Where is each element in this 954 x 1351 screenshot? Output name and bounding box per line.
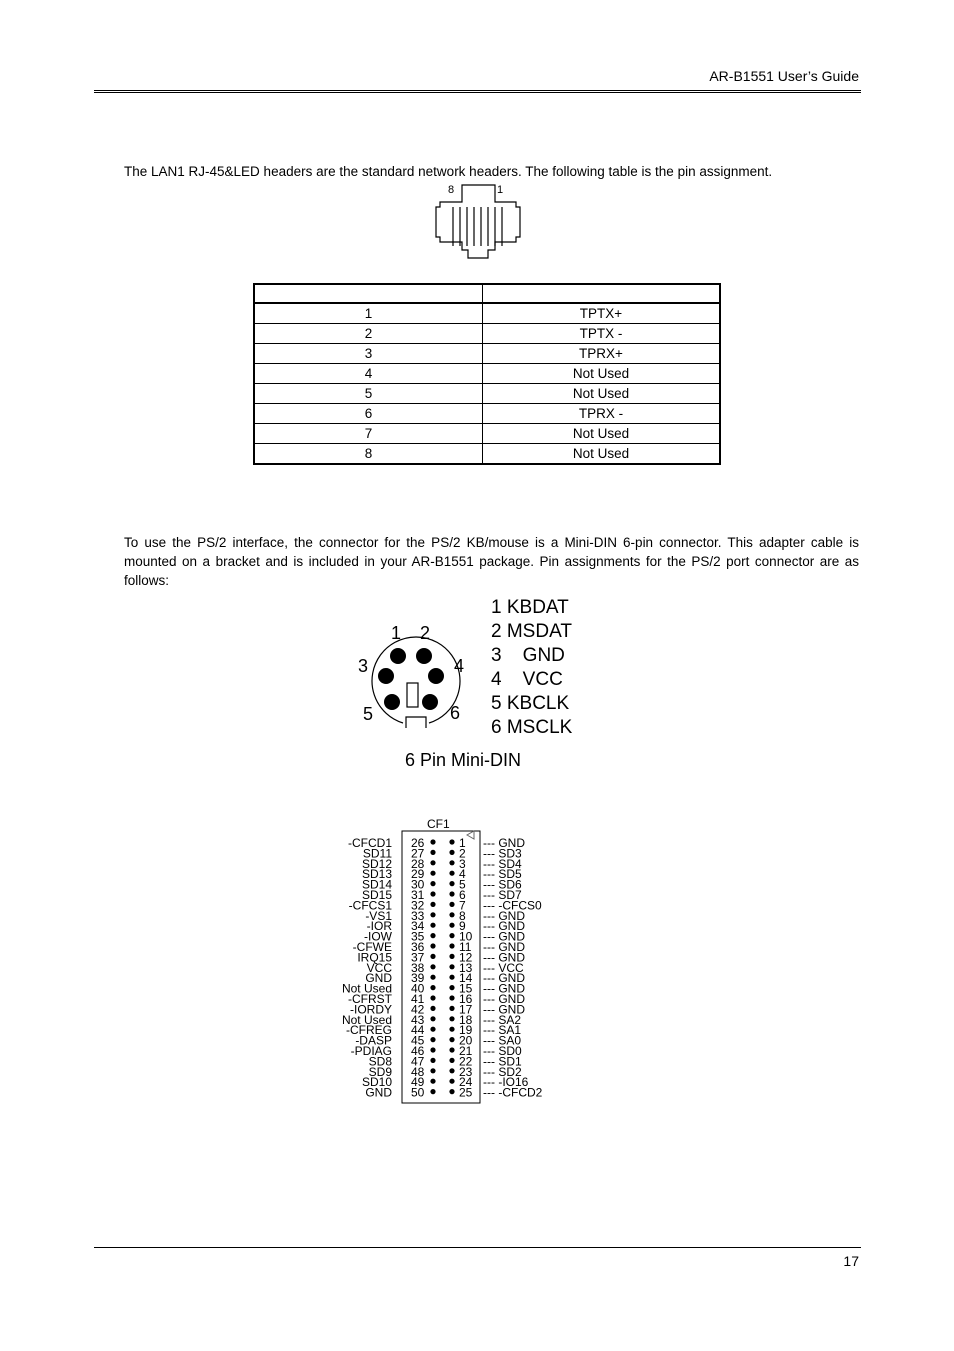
pin-cell: 2 bbox=[254, 324, 483, 344]
cf1-right-pin-dot bbox=[449, 902, 454, 907]
cf1-left-pin-dot bbox=[430, 954, 435, 959]
minidin-key-notch bbox=[406, 717, 426, 728]
cf1-left-signal: -IORDY bbox=[350, 1002, 392, 1017]
cf1-right-pin-number: 3 bbox=[459, 856, 466, 871]
cf1-right-pin-number: 6 bbox=[459, 888, 466, 902]
signal-cell: TPRX - bbox=[483, 404, 721, 424]
cf1-label: CF1 bbox=[427, 817, 450, 831]
cf1-left-pin-number: 34 bbox=[411, 919, 425, 934]
pin-cell: 8 bbox=[254, 444, 483, 465]
cf1-left-pin-number: 50 bbox=[411, 1085, 425, 1100]
cf1-pin-row bbox=[365, 1086, 542, 1100]
cf1-left-pin-number: 48 bbox=[411, 1064, 425, 1079]
cf1-right-pin-number: 9 bbox=[459, 919, 466, 934]
cf1-left-signal: SD11 bbox=[362, 846, 392, 861]
cf1-right-pin-dot bbox=[449, 943, 454, 948]
signal-cell: TPRX+ bbox=[483, 344, 721, 364]
cf1-left-pin-number: 32 bbox=[411, 898, 425, 913]
cf1-right-pin-number: 8 bbox=[459, 908, 466, 923]
cf1-left-pin-dot bbox=[430, 933, 435, 938]
cf1-right-pin-number: 15 bbox=[459, 981, 473, 996]
cf1-left-signal: -CFRST bbox=[348, 992, 392, 1006]
cf1-left-signal: SD14 bbox=[361, 877, 392, 892]
cf1-left-signal: SD9 bbox=[368, 1064, 392, 1079]
cf1-left-signal: SD8 bbox=[368, 1054, 392, 1069]
cf1-left-pin-dot bbox=[430, 975, 435, 980]
signal-cell: TPTX+ bbox=[483, 303, 721, 324]
cf1-left-pin-number: 30 bbox=[411, 877, 425, 892]
cf1-left-signal: -DASP bbox=[355, 1033, 392, 1048]
cf1-left-pin-number: 44 bbox=[411, 1023, 425, 1038]
cf1-right-pin-dot bbox=[449, 995, 454, 1000]
cf1-right-pin-number: 19 bbox=[459, 1023, 473, 1038]
cf1-left-signal: SD10 bbox=[361, 1075, 392, 1090]
cf1-left-pin-dot bbox=[430, 995, 435, 1000]
cf1-right-pin-dot bbox=[449, 1068, 454, 1073]
cf1-right-signal: --- GND bbox=[483, 836, 525, 850]
minidin-pin-number: 1 bbox=[391, 623, 402, 643]
table-row bbox=[254, 424, 720, 444]
minidin-pin-item: 2 MSDAT bbox=[491, 621, 572, 642]
cf1-left-pin-dot bbox=[430, 1016, 435, 1021]
cf1-right-pin-dot bbox=[449, 1016, 454, 1021]
cf1-right-pin-number: 13 bbox=[459, 960, 473, 975]
cf1-left-pin-dot bbox=[430, 1058, 435, 1063]
minidin-pin-number: 4 bbox=[454, 656, 465, 676]
cf1-right-pin-dot bbox=[449, 881, 454, 886]
pin-cell: 7 bbox=[254, 424, 483, 444]
cf1-right-pin-number: 1 bbox=[459, 836, 466, 850]
table-row bbox=[254, 303, 720, 324]
rj45-contacts bbox=[453, 207, 502, 246]
cf1-right-pin-dot bbox=[449, 839, 454, 844]
cf1-left-pin-number: 36 bbox=[411, 940, 425, 954]
cf1-left-pin-dot bbox=[430, 1089, 435, 1094]
ps2-intro-text: To use the PS/2 interface, the connector for the PS/2 KB/mouse is a Mini-DIN 6-pin connector. This adapter cable is mounted on a bracket and is included in your AR-B1551 package. Pin assignments for the PS/2 port connector are as follows: bbox=[124, 535, 859, 588]
cf1-right-signal: --- SD6 bbox=[483, 877, 522, 892]
cf1-right-pin-number: 2 bbox=[459, 846, 466, 861]
cf1-right-signal: --- SD0 bbox=[483, 1044, 522, 1058]
cf1-right-signal: --- SD3 bbox=[483, 846, 522, 861]
cf1-left-pin-number: 28 bbox=[411, 856, 425, 871]
cf1-right-pin-dot bbox=[449, 1006, 454, 1011]
cf1-left-pin-dot bbox=[430, 891, 435, 896]
cf1-right-signal: --- SA0 bbox=[483, 1033, 522, 1048]
cf1-left-pin-number: 26 bbox=[411, 836, 425, 850]
cf1-right-pin-dot bbox=[449, 871, 454, 876]
cf1-left-pin-number: 46 bbox=[411, 1044, 425, 1058]
signal-cell: Not Used bbox=[483, 424, 721, 444]
minidin-pin-number: 2 bbox=[420, 623, 431, 643]
minidin-caption: 6 Pin Mini-DIN bbox=[405, 750, 522, 770]
cf1-right-pin-dot bbox=[449, 1089, 454, 1094]
header-rule bbox=[94, 90, 861, 93]
cf1-left-signal: -CFWE bbox=[352, 940, 392, 954]
cf1-left-pin-dot bbox=[430, 1027, 435, 1032]
cf1-right-pin-number: 7 bbox=[459, 898, 466, 913]
cf1-right-pin-dot bbox=[449, 964, 454, 969]
cf1-left-pin-number: 42 bbox=[411, 1002, 425, 1017]
cf1-right-pin-number: 16 bbox=[459, 992, 473, 1006]
minidin-pin-item: 6 MSCLK bbox=[491, 717, 573, 738]
signal-cell: TPTX - bbox=[483, 324, 721, 344]
table-row bbox=[254, 404, 720, 424]
cf1-right-pin-number: 5 bbox=[459, 877, 466, 892]
cf1-left-signal: SD15 bbox=[361, 888, 392, 902]
cf1-left-pin-number: 39 bbox=[411, 971, 425, 986]
minidin-pin-item: 1 KBDAT bbox=[491, 597, 569, 618]
cf1-right-signal: --- SD4 bbox=[483, 856, 522, 871]
minidin-pin-item: 4 VCC bbox=[491, 669, 563, 690]
pin1-marker-icon bbox=[467, 831, 474, 839]
table-row bbox=[254, 444, 720, 465]
cf1-left-pin-dot bbox=[430, 943, 435, 948]
cf1-left-pin-number: 45 bbox=[411, 1033, 425, 1048]
cf1-left-pin-dot bbox=[430, 1079, 435, 1084]
page-number: 17 bbox=[843, 1253, 859, 1269]
cf1-right-pin-number: 17 bbox=[459, 1002, 473, 1017]
cf1-left-pin-number: 38 bbox=[411, 960, 425, 975]
cf1-right-pin-number: 24 bbox=[459, 1075, 473, 1090]
table-header-cell bbox=[483, 284, 721, 303]
cf1-right-pin-number: 4 bbox=[459, 867, 466, 882]
rj45-pin8-label: 8 bbox=[448, 184, 455, 196]
cf1-right-pin-dot bbox=[449, 1027, 454, 1032]
cf1-right-signal: --- GND bbox=[483, 971, 525, 986]
cf1-right-pin-dot bbox=[449, 985, 454, 990]
minidin-pins bbox=[378, 648, 444, 710]
cf1-right-pin-number: 18 bbox=[459, 1012, 473, 1027]
cf1-left-pin-dot bbox=[430, 902, 435, 907]
cf1-right-pin-dot bbox=[449, 912, 454, 917]
cf1-right-signal: --- SA2 bbox=[483, 1012, 522, 1027]
lan-pin-table bbox=[253, 283, 721, 465]
cf1-left-pin-dot bbox=[430, 1068, 435, 1073]
cf1-left-signal: VCC bbox=[366, 960, 392, 975]
cf1-left-pin-dot bbox=[430, 1006, 435, 1011]
cf1-right-signal: --- GND bbox=[483, 940, 525, 954]
minidin-pin-numbers bbox=[358, 623, 464, 724]
minidin-pin-list bbox=[491, 596, 572, 740]
table-row bbox=[254, 364, 720, 384]
pin-cell: 5 bbox=[254, 384, 483, 404]
cf1-right-signal: --- GND bbox=[483, 992, 525, 1006]
cf1-left-signal: GND bbox=[365, 971, 392, 986]
cf1-left-signal: Not Used bbox=[341, 1012, 392, 1027]
cf1-left-pin-dot bbox=[430, 985, 435, 990]
cf1-connector-diagram bbox=[330, 812, 570, 1112]
cf1-left-signal: Not Used bbox=[341, 981, 392, 996]
cf1-left-pin-number: 41 bbox=[411, 992, 425, 1006]
cf1-left-pin-number: 47 bbox=[411, 1054, 425, 1069]
table-row bbox=[254, 344, 720, 364]
cf1-right-signal: --- -IO16 bbox=[483, 1075, 529, 1090]
cf1-right-pin-dot bbox=[449, 860, 454, 865]
cf1-left-pin-dot bbox=[430, 881, 435, 886]
cf1-right-pin-number: 25 bbox=[459, 1085, 473, 1100]
cf1-right-signal: --- GND bbox=[483, 929, 525, 944]
cf1-right-pin-number: 23 bbox=[459, 1064, 473, 1079]
minidin-pin-item: 5 KBCLK bbox=[491, 693, 570, 714]
cf1-right-signal: --- SA1 bbox=[483, 1023, 522, 1038]
cf1-right-signal: --- SD5 bbox=[483, 867, 522, 882]
cf1-right-pin-dot bbox=[449, 975, 454, 980]
cf1-right-signal: --- GND bbox=[483, 981, 525, 996]
cf1-pin-rows bbox=[342, 836, 543, 1100]
minidin-center-key bbox=[407, 683, 418, 707]
pin-cell: 4 bbox=[254, 364, 483, 384]
cf1-right-pin-dot bbox=[449, 1058, 454, 1063]
table-header-row bbox=[254, 284, 720, 303]
cf1-left-pin-number: 33 bbox=[411, 908, 425, 923]
cf1-left-signal: -PDIAG bbox=[350, 1044, 392, 1058]
table-row bbox=[254, 324, 720, 344]
cf1-left-pin-dot bbox=[430, 850, 435, 855]
cf1-right-signal: --- VCC bbox=[483, 960, 524, 975]
cf1-left-pin-number: 43 bbox=[411, 1012, 425, 1027]
cf1-right-pin-number: 11 bbox=[459, 940, 472, 954]
cf1-right-pin-dot bbox=[449, 850, 454, 855]
pin-cell: 3 bbox=[254, 344, 483, 364]
signal-cell: Not Used bbox=[483, 384, 721, 404]
cf1-left-signal: -CFCS1 bbox=[348, 898, 392, 913]
cf1-right-pin-number: 22 bbox=[459, 1054, 473, 1069]
cf1-right-signal: --- SD7 bbox=[483, 888, 522, 902]
rj45-pin1-label: 1 bbox=[497, 184, 504, 196]
cf1-right-pin-number: 10 bbox=[459, 929, 473, 944]
cf1-right-signal: --- GND bbox=[483, 950, 525, 965]
cf1-right-pin-dot bbox=[449, 933, 454, 938]
cf1-right-signal: --- SD2 bbox=[483, 1064, 522, 1079]
table-row bbox=[254, 384, 720, 404]
cf1-left-pin-dot bbox=[430, 912, 435, 917]
pin-cell: 6 bbox=[254, 404, 483, 424]
cf1-left-pin-dot bbox=[430, 1047, 435, 1052]
minidin-pin-number: 5 bbox=[363, 704, 374, 724]
cf1-right-pin-number: 21 bbox=[459, 1044, 473, 1058]
rj45-connector-diagram bbox=[430, 180, 526, 266]
cf1-left-pin-dot bbox=[430, 964, 435, 969]
cf1-left-pin-dot bbox=[430, 860, 435, 865]
cf1-right-pin-dot bbox=[449, 1079, 454, 1084]
cf1-right-pin-number: 12 bbox=[459, 950, 473, 965]
cf1-left-signal: -IOR bbox=[366, 919, 392, 934]
cf1-right-signal: --- GND bbox=[483, 908, 525, 923]
minidin-pin-number: 6 bbox=[450, 703, 461, 723]
signal-cell: Not Used bbox=[483, 444, 721, 465]
cf1-left-signal: SD12 bbox=[361, 856, 392, 871]
cf1-left-pin-dot bbox=[430, 923, 435, 928]
cf1-left-pin-number: 29 bbox=[411, 867, 425, 882]
cf1-right-pin-dot bbox=[449, 1047, 454, 1052]
cf1-right-pin-dot bbox=[449, 1037, 454, 1042]
cf1-right-signal: --- GND bbox=[483, 919, 525, 934]
cf1-right-pin-dot bbox=[449, 891, 454, 896]
cf1-right-pin-dot bbox=[449, 923, 454, 928]
pin-cell: 1 bbox=[254, 303, 483, 324]
cf1-left-pin-number: 27 bbox=[411, 846, 425, 861]
footer-rule bbox=[94, 1247, 861, 1248]
cf1-right-signal: --- -CFCD2 bbox=[483, 1085, 543, 1100]
cf1-right-signal: --- -CFCS0 bbox=[483, 898, 542, 913]
table-header-cell bbox=[254, 284, 483, 303]
minidin-connector-diagram bbox=[350, 615, 480, 733]
cf1-right-pin-number: 20 bbox=[459, 1033, 473, 1048]
cf1-right-signal: --- SD1 bbox=[483, 1054, 522, 1069]
cf1-left-pin-number: 35 bbox=[411, 929, 425, 944]
minidin-pin-number: 3 bbox=[358, 656, 369, 676]
cf1-left-signal: -IOW bbox=[364, 929, 392, 944]
header-title: AR-B1551 User’s Guide bbox=[709, 68, 859, 84]
cf1-left-pin-number: 40 bbox=[411, 981, 425, 996]
cf1-right-signal: --- GND bbox=[483, 1002, 525, 1017]
cf1-left-signal: -CFREG bbox=[346, 1023, 392, 1038]
cf1-left-pin-dot bbox=[430, 871, 435, 876]
cf1-left-pin-number: 49 bbox=[411, 1075, 425, 1090]
cf1-left-pin-dot bbox=[430, 1037, 435, 1042]
cf1-left-signal: IRQ15 bbox=[357, 950, 392, 965]
minidin-pin-item: 3 GND bbox=[491, 645, 565, 666]
cf1-left-pin-number: 37 bbox=[411, 950, 425, 965]
cf1-left-pin-number: 31 bbox=[411, 888, 425, 902]
signal-cell: Not Used bbox=[483, 364, 721, 384]
cf1-right-pin-dot bbox=[449, 954, 454, 959]
lan-intro-text: The LAN1 RJ-45&LED headers are the standard network headers. The following table is the pin assignment. bbox=[124, 164, 773, 179]
cf1-left-signal: SD13 bbox=[361, 867, 392, 882]
cf1-left-signal: GND bbox=[365, 1085, 392, 1100]
cf1-left-signal: -CFCD1 bbox=[348, 836, 392, 850]
cf1-right-pin-number: 14 bbox=[459, 971, 473, 986]
cf1-left-pin-dot bbox=[430, 839, 435, 844]
cf1-left-signal: -VS1 bbox=[365, 908, 392, 923]
